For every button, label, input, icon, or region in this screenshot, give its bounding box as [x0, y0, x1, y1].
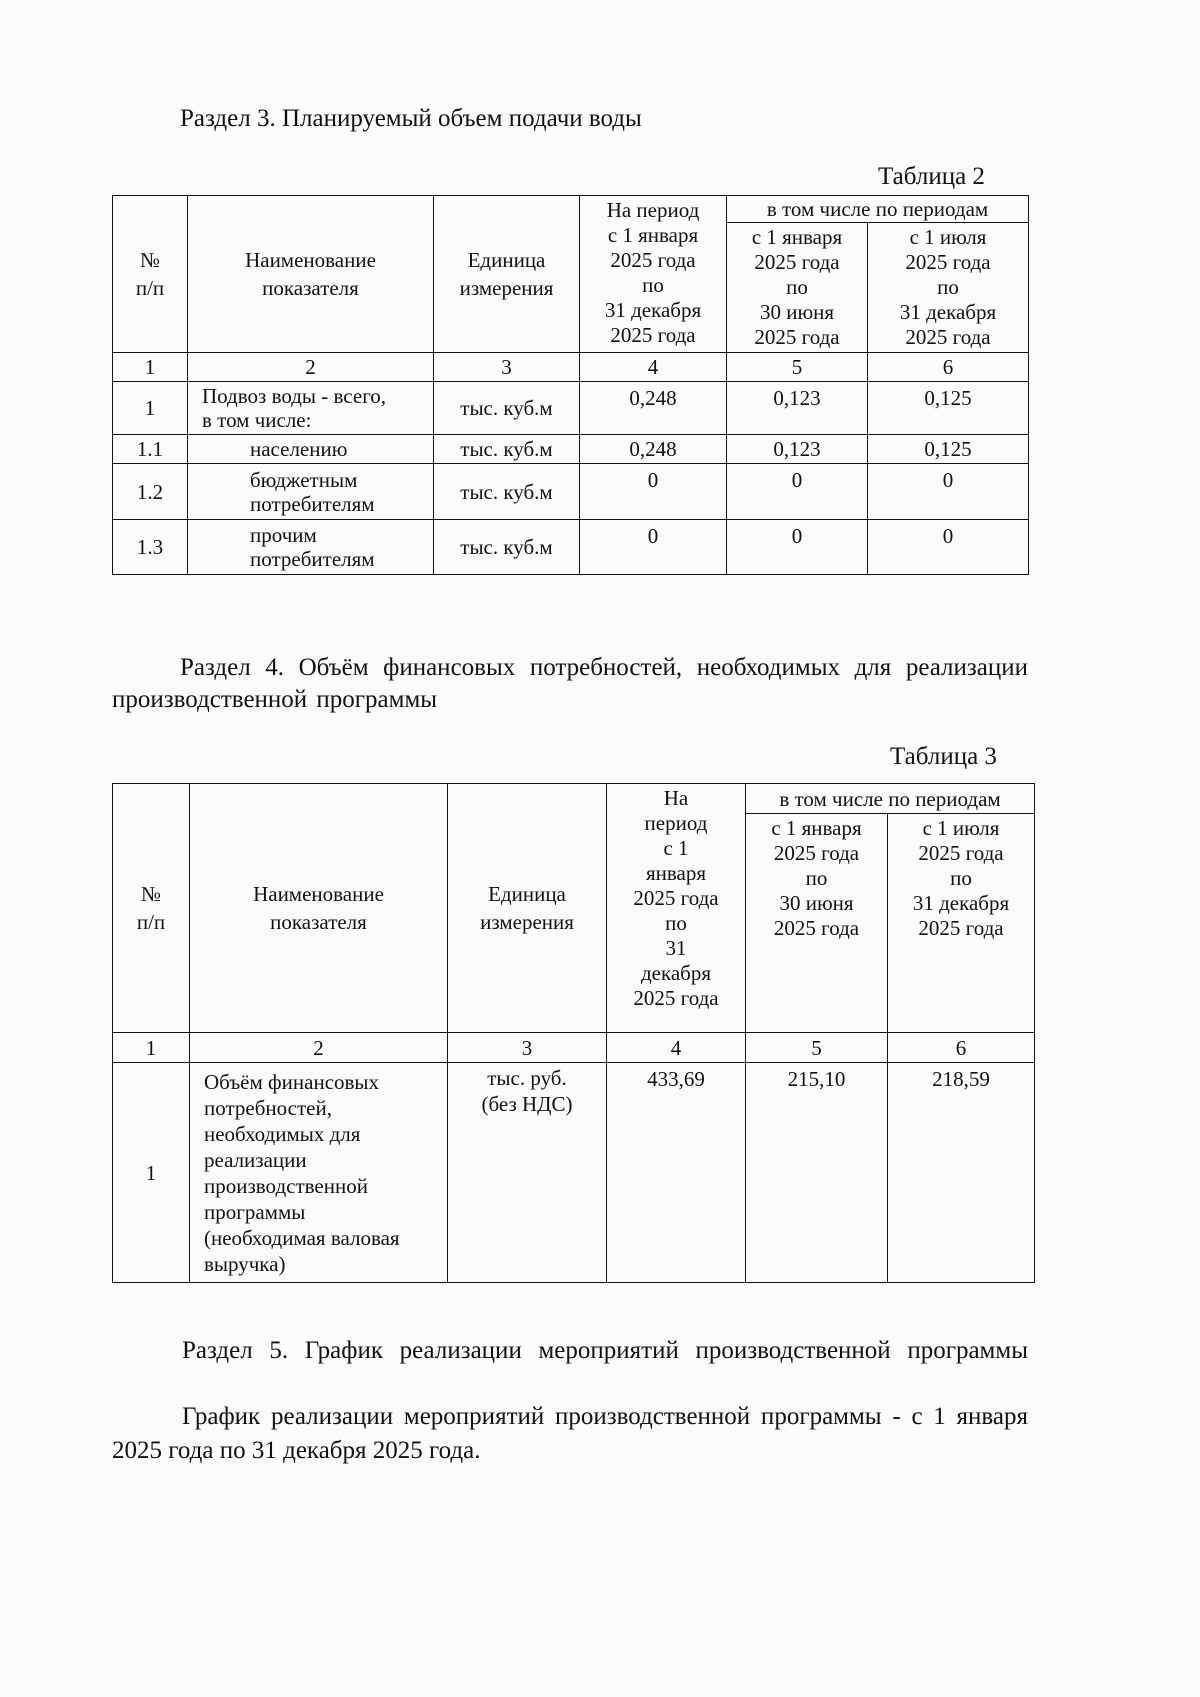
col-number: 3 [434, 353, 580, 382]
row-num: 1.2 [113, 464, 188, 520]
header-sub2: с 1 июля 2025 года по 31 декабря 2025 года [888, 814, 1035, 1033]
row-unit: тыс. куб.м [434, 464, 580, 520]
col-number: 2 [190, 1033, 448, 1063]
table-row [113, 1063, 1035, 1283]
row-unit: тыс. руб. (без НДС) [448, 1063, 607, 1283]
col-number: 1 [113, 1033, 190, 1063]
header-sub1: с 1 января 2025 года по 30 июня 2025 года [727, 223, 868, 353]
row-num: 1 [113, 382, 188, 435]
header-sub2: с 1 июля 2025 года по 31 декабря 2025 года [868, 223, 1029, 353]
table2 [112, 195, 1029, 575]
header-name: Наименование показателя [188, 196, 434, 353]
header-sub1: с 1 января 2025 года по 30 июня 2025 года [746, 814, 888, 1033]
row-unit: тыс. куб.м [434, 435, 580, 464]
row-value: 0,123 [727, 435, 868, 464]
row-value: 0 [580, 464, 727, 520]
row-value: 0 [868, 520, 1029, 575]
header-period: На период с 1 января 2025 года по 31 декабря 2025 года [607, 784, 746, 1033]
table-row [113, 520, 1029, 575]
row-value: 433,69 [607, 1063, 746, 1283]
row-num: 1.1 [113, 435, 188, 464]
section5-body: График реализации мероприятий производственной программы - с 1 января 2025 года по 31 декабря 2025 года. [112, 1403, 1028, 1464]
header-name: Наименование показателя [190, 784, 448, 1033]
row-name: Подвоз воды - всего, в том числе: [188, 382, 434, 435]
col-number: 2 [188, 353, 434, 382]
row-value: 218,59 [888, 1063, 1035, 1283]
col-number: 4 [607, 1033, 746, 1063]
row-name: населению [188, 435, 434, 464]
row-value: 215,10 [746, 1063, 888, 1283]
row-value: 0,125 [868, 435, 1029, 464]
header-including: в том числе по периодам [746, 784, 1035, 814]
header-num: № п/п [113, 784, 190, 1033]
header-period: На период с 1 января 2025 года по 31 декабря 2025 года [580, 196, 727, 353]
row-num: 1.3 [113, 520, 188, 575]
col-number: 4 [580, 353, 727, 382]
table2-caption: Таблица 2 [878, 163, 985, 190]
row-value: 0,123 [727, 382, 868, 435]
col-number: 3 [448, 1033, 607, 1063]
table-row [113, 464, 1029, 520]
header-unit: Единица измерения [434, 196, 580, 353]
col-number: 1 [113, 353, 188, 382]
row-value: 0 [868, 464, 1029, 520]
section3-title: Раздел 3. Планируемый объем подачи воды [180, 105, 642, 132]
row-value: 0,248 [580, 382, 727, 435]
row-value: 0 [580, 520, 727, 575]
row-value: 0,248 [580, 435, 727, 464]
row-value: 0,125 [868, 382, 1029, 435]
table-row [113, 382, 1029, 435]
row-value: 0 [727, 464, 868, 520]
col-number: 6 [888, 1033, 1035, 1063]
header-unit: Единица измерения [448, 784, 607, 1033]
header-num: № п/п [113, 196, 188, 353]
row-name: бюджетным потребителям [188, 464, 434, 520]
col-number: 5 [746, 1033, 888, 1063]
section4-title: Раздел 4. Объём финансовых потребностей, необходимых для реализации производственной программы [112, 654, 1028, 713]
header-including: в том числе по периодам [727, 196, 1029, 223]
row-name: Объём финансовых потребностей, необходимых для реализации производственной программы (необходимая валовая выручка) [190, 1063, 448, 1283]
table3-caption: Таблица 3 [890, 743, 997, 770]
row-unit: тыс. куб.м [434, 520, 580, 575]
table-row [113, 435, 1029, 464]
row-value: 0 [727, 520, 868, 575]
col-number: 6 [868, 353, 1029, 382]
table3 [112, 783, 1035, 1283]
row-unit: тыс. куб.м [434, 382, 580, 435]
col-number: 5 [727, 353, 868, 382]
row-name: прочим потребителям [188, 520, 434, 575]
section5-title: Раздел 5. График реализации мероприятий производственной программы [182, 1337, 1028, 1364]
row-num: 1 [113, 1063, 190, 1283]
